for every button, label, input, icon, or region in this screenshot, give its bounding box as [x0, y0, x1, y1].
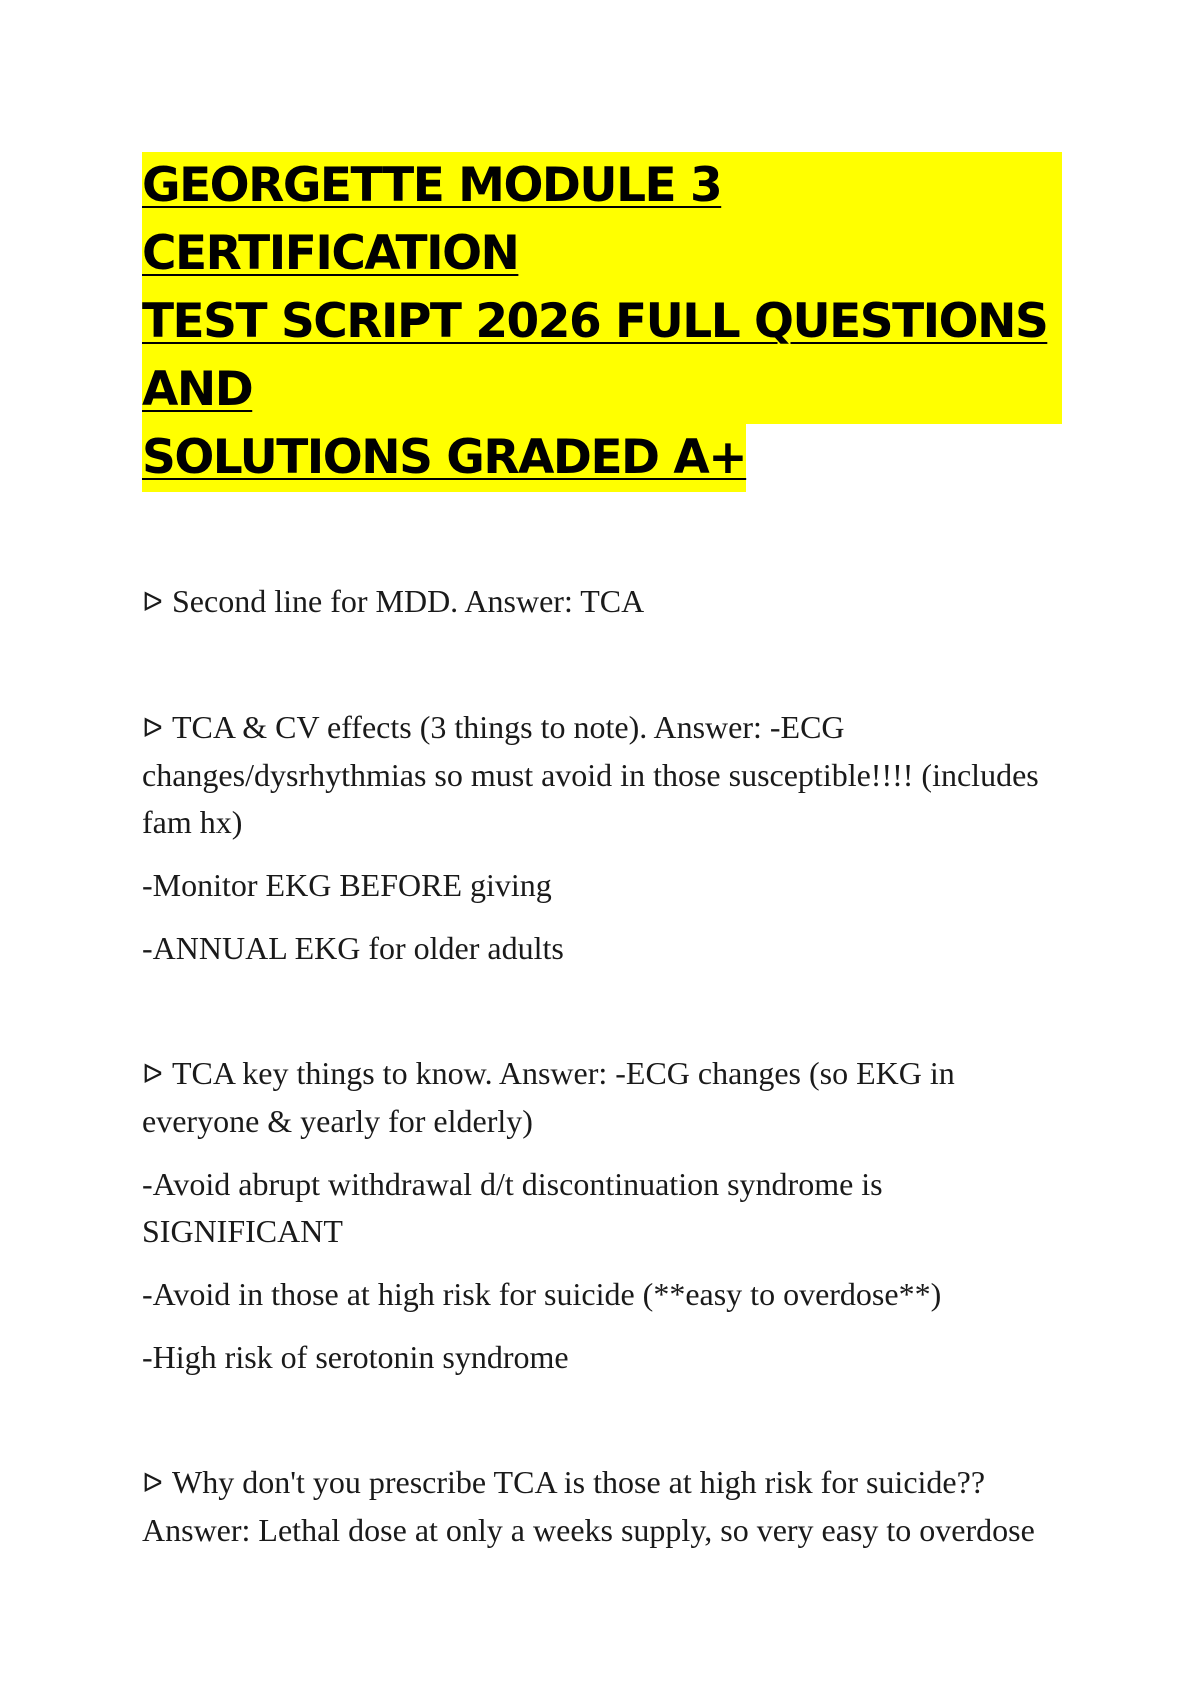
answer-line: -ANNUAL EKG for older adults	[142, 930, 564, 966]
title-line: GEORGETTE MODULE 3 CERTIFICATION	[142, 152, 1062, 288]
triangle-right-outline-icon: ᐅ	[142, 587, 163, 617]
qa-item	[142, 578, 1062, 626]
document-page	[142, 152, 1062, 1632]
answer-line: -Avoid in those at high risk for suicide (**easy to overdose**)	[142, 1276, 942, 1312]
triangle-right-outline-icon: ᐅ	[142, 713, 163, 743]
triangle-right-outline-icon: ᐅ	[142, 1059, 163, 1089]
question-line	[142, 578, 1062, 626]
question-text: Second line for MDD. Answer: TCA	[172, 583, 645, 619]
triangle-right-outline-icon: ᐅ	[142, 1468, 163, 1498]
qa-item	[142, 1459, 1062, 1554]
question-text: Why don't you prescribe TCA is those at high risk for suicide?? Answer: Lethal dose at only a weeks supply, so very easy to overdose	[142, 1464, 1035, 1548]
question-text: TCA key things to know. Answer: -ECG changes (so EKG in everyone & yearly for elderly)	[142, 1055, 955, 1139]
qa-item	[142, 704, 1062, 972]
answer-line: -High risk of serotonin syndrome	[142, 1339, 569, 1375]
document-title	[142, 152, 1062, 492]
answer-line: -Monitor EKG BEFORE giving	[142, 867, 552, 903]
title-line: TEST SCRIPT 2026 FULL QUESTIONS AND	[142, 288, 1062, 424]
answer-line: -Avoid abrupt withdrawal d/t discontinuation syndrome is SIGNIFICANT	[142, 1166, 883, 1249]
question-line	[142, 1050, 1062, 1145]
question-text: TCA & CV effects (3 things to note). Answer: -ECG changes/dysrhythmias so must avoid in those susceptible!!!! (includes fam hx)	[142, 709, 1039, 840]
qa-list	[142, 578, 1062, 1554]
question-line	[142, 1459, 1062, 1554]
question-line	[142, 704, 1062, 846]
qa-item	[142, 1050, 1062, 1381]
title-line: SOLUTIONS GRADED A+	[142, 424, 746, 492]
